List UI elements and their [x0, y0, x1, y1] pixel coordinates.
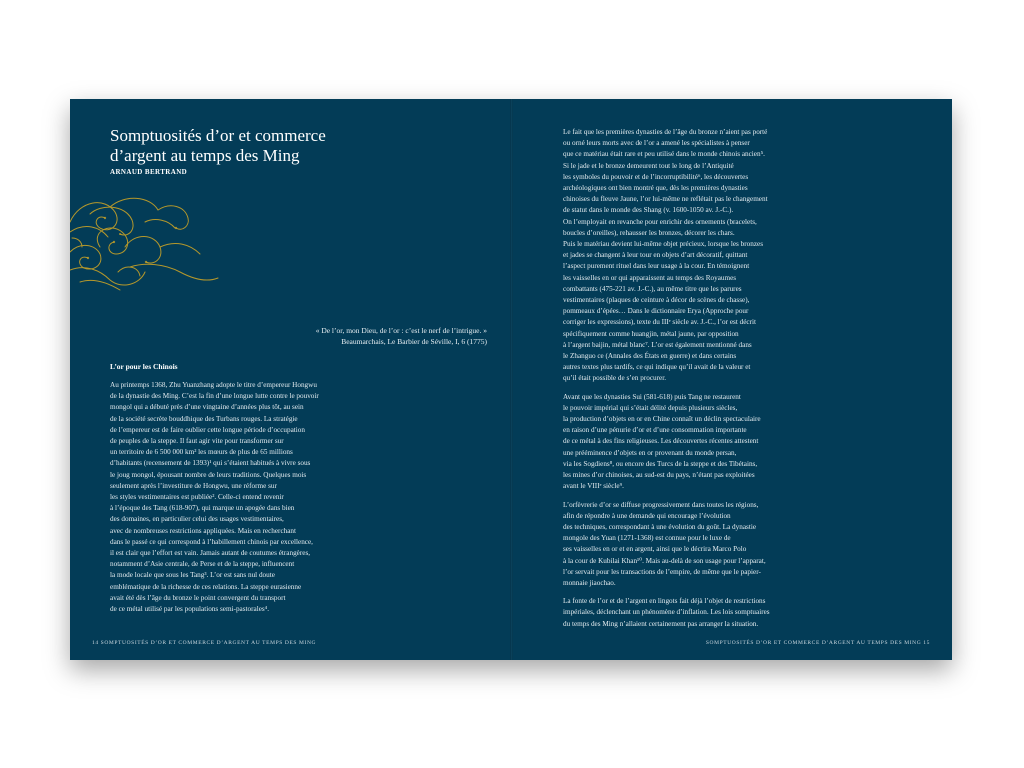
epigraph-source: Beaumarchais, Le Barbier de Séville, I, 6 (1775) [341, 337, 487, 346]
right-running-footer: SOMPTUOSITÉS D’OR ET COMMERCE D’ARGENT AU TEMPS DES MING 15 [705, 640, 930, 646]
book-spread [70, 99, 952, 660]
body-line: ses vaisselles en or et en argent, ainsi que le décrira Marco Polo [563, 545, 747, 554]
body-line: à l’argent baijin, métal blanc⁷. L’or est également mentionné dans [563, 340, 752, 349]
body-line: corriger les expressions), texte du IIIᵉ siècle av. J.-C., l’or est décrit [563, 318, 756, 327]
body-paragraph [563, 392, 908, 493]
body-line: la production d’objets en or en Chine connaît un déclin spectaculaire [563, 415, 761, 424]
body-line: Si le jade et le bronze demeurent tout le long de l’Antiquité [563, 161, 734, 170]
left-body-text [110, 380, 470, 622]
body-line: à l’époque des Tang (618-907), qui marque un apogée dans bien [110, 504, 295, 513]
body-line: impériales, déclenchant un phénomène d’inflation. Les lois somptuaires [563, 608, 770, 617]
body-line: en raison d’une pénurie d’or et d’une consommation importante [563, 426, 747, 435]
body-line: vestimentaires (plaques de ceinture à décor de scènes de chasse), [563, 296, 750, 305]
body-line: seulement après l’investiture de Hongwu, une réforme sur [110, 481, 277, 490]
body-line: avec de nombreuses restrictions appliquées. Mais en recherchant [110, 526, 297, 535]
body-line: On l’employait en revanche pour enrichir des ornements (bracelets, [563, 217, 757, 226]
gold-cloud-ornament-icon [70, 192, 220, 292]
article-title [110, 126, 326, 166]
right-body-text [563, 127, 908, 637]
body-line: avait été dès l’âge du bronze le point convergent du transport [110, 593, 286, 602]
body-line: à la cour de Kubilai Khan¹⁰. Mais au-delà de son usage pour l’apparat, [563, 556, 766, 565]
body-line: un territoire de 6 500 000 km² les mœurs de plus de 65 millions [110, 448, 293, 457]
body-line: les styles vestimentaires est publiée². Celle-ci entend revenir [110, 493, 284, 502]
body-line: boucles d’oreilles), rehausser les bronzes, décorer les chars. [563, 228, 735, 237]
body-line: les vaisselles en or qui apparaissent au temps des Royaumes [563, 273, 737, 282]
body-line: le Zhanguo ce (Annales des États en guerre) et dans certains [563, 352, 737, 361]
body-paragraph [110, 380, 470, 615]
body-line: pommeaux d’épées… Dans le dictionnaire Erya (Approche pour [563, 307, 749, 316]
body-line: de statut dans le monde des Shang (v. 1600-1050 av. J.-C.). [563, 206, 734, 215]
body-line: l’or servait pour les transactions de l’empire, de même que le papier- [563, 567, 761, 576]
body-line: L’orfèvrerie d’or se diffuse progressivement dans toutes les régions, [563, 500, 759, 509]
body-line: les mines d’or chinoises, au sud-est du pays, n’étant pas exploitées [563, 471, 755, 480]
body-line: via les Sogdiens⁸, ou encore des Turcs de la steppe et des Tibétains, [563, 459, 758, 468]
title-line-1: Somptuosités d’or et commerce [110, 126, 326, 145]
left-page [70, 99, 510, 660]
body-line: Au printemps 1368, Zhu Yuanzhang adopte le titre d’empereur Hongwu [110, 381, 317, 389]
body-line: il est clair que l’effort est vain. Jamais autant de coutumes étrangères, [110, 549, 311, 558]
body-line: d’habitants (recensement de 1393)¹ qui s’étaient habitués à vivre sous [110, 459, 311, 468]
body-line: de ce métal utilisé par les populations semi-pastorales⁴. [110, 605, 269, 614]
body-line: afin de répondre à une demande qui encourage l’évolution [563, 511, 731, 520]
body-paragraph [563, 596, 908, 630]
right-page [513, 99, 952, 660]
body-line: Avant que les dynasties Sui (581-618) puis Tang ne restaurent [563, 392, 741, 401]
body-line: le joug mongol, épousant nombre de leurs traditions. Quelques mois [110, 470, 307, 479]
body-line: autres textes plus tardifs, ce qui indique qu’il avait de la valeur et [563, 363, 751, 372]
body-line: des domaines, en particulier celui des usages vestimentaires, [110, 515, 284, 524]
body-line: avant le VIIIᵉ siècle⁹. [563, 482, 624, 491]
body-paragraph [563, 500, 908, 590]
body-line: de la société secrète bouddhique des Turbans rouges. La stratégie [110, 414, 298, 423]
body-line: de ce métal à des fins religieuses. Les découvertes récentes attestent [563, 437, 759, 446]
epigraph-quote: « De l’or, mon Dieu, de l’or : c’est le nerf de l’intrigue. » [315, 326, 487, 335]
body-line: monnaie jiaochao. [563, 578, 616, 587]
body-line: l’aspect purement rituel dans leur usage à la cour. En témoignent [563, 262, 750, 271]
body-line: du temps des Ming n’allaient certainement pas arranger la situation. [563, 619, 759, 628]
body-line: dans le passé ce qui correspond à l’habillement chinois par excellence, [110, 537, 313, 546]
body-line: mongol qui a débuté près d’une vingtaine d’années plus tôt, au sein [110, 403, 304, 412]
body-line: La fonte de l’or et de l’argent en lingots fait déjà l’objet de restrictions [563, 597, 766, 606]
body-line: de l’empereur est de faire oublier cette longue période d’occupation [110, 425, 305, 434]
epigraph [167, 325, 487, 347]
body-line: de peuples de la steppe. Il faut agir vite pour transformer sur [110, 437, 284, 446]
body-line: chinoises du fleuve Jaune, l’or lui-même ne reflétait pas le changement [563, 195, 768, 204]
body-line: les symboles du pouvoir et de l’incorruptibilité⁶, les découvertes [563, 172, 749, 181]
body-line: qu’il était possible de s’en procurer. [563, 374, 666, 383]
body-line: spécifiquement comme huangjin, métal jaune, par opposition [563, 329, 739, 338]
body-line: le pouvoir impérial qui s’était délité depuis plusieurs siècles, [563, 403, 738, 412]
body-line: de la dynastie des Ming. C’est la fin d’une longue lutte contre le pouvoir [110, 392, 319, 401]
body-line: que ce matériau était rare et peu utilisé dans le monde chinois ancien⁵. [563, 150, 765, 159]
body-line: la mode locale que sous les Tang³. L’or est sans nul doute [110, 571, 275, 580]
body-line: des techniques, correspondant à une évolution du goût. La dynastie [563, 522, 757, 531]
body-line: emblématique de la richesse de ces relations. La steppe eurasienne [110, 582, 302, 591]
body-line: archéologiques ont bien montré que, dès les premières dynasties [563, 184, 748, 193]
body-line: combattants (475-221 av. J.-C.), au même titre que les parures [563, 284, 742, 293]
body-line: une prééminence d’objets en or provenant du monde persan, [563, 448, 737, 457]
title-line-2: d’argent au temps des Ming [110, 146, 300, 165]
author-name: ARNAUD BERTRAND [110, 168, 188, 176]
body-line: mongole des Yuan (1271-1368) est connue pour le luxe de [563, 534, 731, 543]
left-running-footer: 14 SOMPTUOSITÉS D’OR ET COMMERCE D’ARGENT AU TEMPS DES MING [92, 640, 317, 646]
section-heading: L’or pour les Chinois [110, 362, 178, 371]
body-line: ou orné leurs morts avec de l’or a amené les spécialistes à penser [563, 139, 750, 148]
body-paragraph [563, 127, 908, 385]
body-line: Le fait que les premières dynasties de l’âge du bronze n’aient pas porté [563, 128, 768, 136]
body-line: Puis le matériau devient lui-même objet précieux, lorsque les bronzes [563, 240, 763, 249]
body-line: notamment d’Asie centrale, de Perse et de la steppe, influencent [110, 560, 295, 569]
body-line: et jades se changent à leur tour en objets d’art décoratif, quittant [563, 251, 748, 260]
